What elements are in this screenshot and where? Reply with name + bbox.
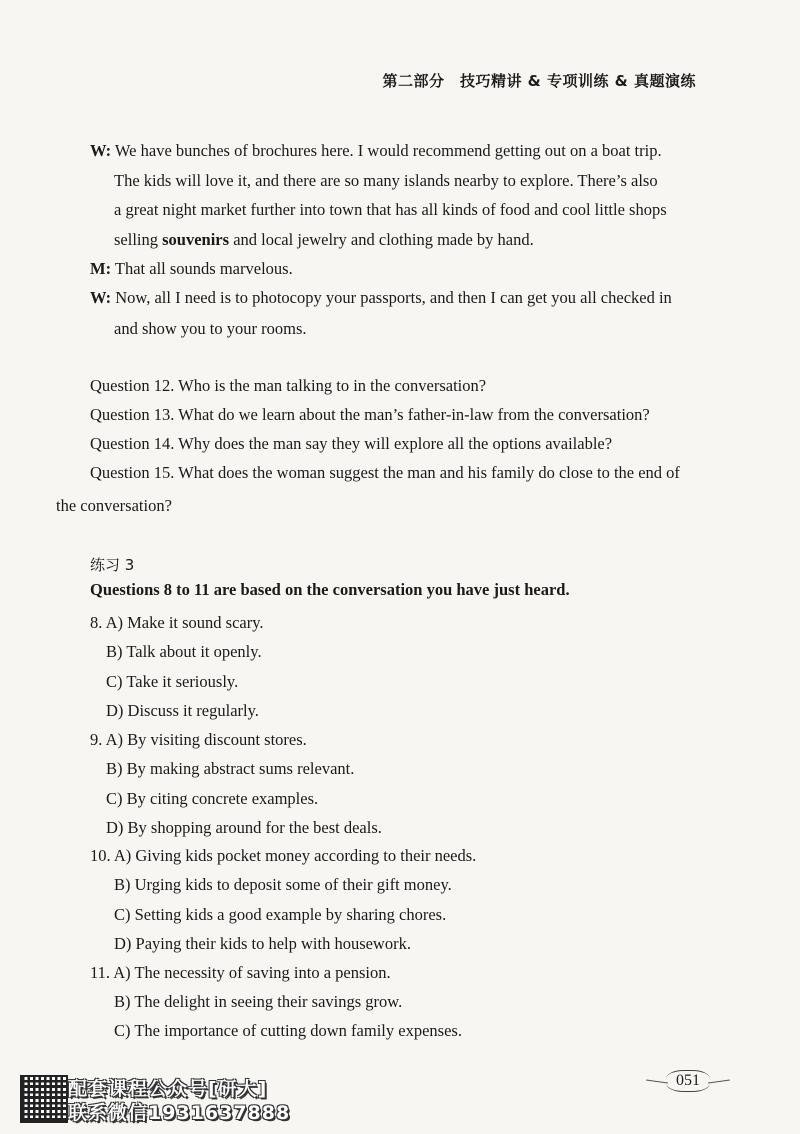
option-item: D) By shopping around for the best deals. xyxy=(106,818,382,837)
dialogue-line: W: Now, all I need is to photocopy your passports, and then I can get you all checked in xyxy=(90,288,672,307)
dialogue-line: The kids will love it, and there are so many islands nearby to explore. There’s also xyxy=(114,171,658,190)
option-item: B) Urging kids to deposit some of their gift money. xyxy=(114,875,452,894)
dialogue-line: a great night market further into town that has all kinds of food and cool little shops xyxy=(114,200,667,219)
qr-code-icon xyxy=(20,1075,68,1123)
question-item: 8. A) Make it sound scary. xyxy=(90,613,264,632)
option-item: C) Setting kids a good example by sharing chores. xyxy=(114,905,447,924)
option-item: C) By citing concrete examples. xyxy=(106,789,319,808)
question-line: Question 15. What does the woman suggest the man and his family do close to the end of xyxy=(90,463,680,482)
question-line: the conversation? xyxy=(56,496,172,515)
vocab-highlight: souvenirs xyxy=(162,230,230,249)
question-item: 10. A) Giving kids pocket money according to their needs. xyxy=(90,846,477,865)
page-number: 051 xyxy=(652,1068,724,1094)
dialogue-line: selling souvenirs and local jewelry and clothing made by hand. xyxy=(114,230,534,249)
option-item: B) The delight in seeing their savings grow. xyxy=(114,992,403,1011)
option-item: D) Paying their kids to help with housework. xyxy=(114,934,411,953)
exercise-label: 练习 3 xyxy=(90,556,135,574)
speaker-label: W: xyxy=(90,288,112,307)
footer-promo-line: 配套课程公众号[研大] xyxy=(68,1078,268,1100)
footer-contact-line: 联系微信1931637888 xyxy=(68,1102,291,1124)
question-line: Question 12. Who is the man talking to in the conversation? xyxy=(90,376,487,395)
option-item: D) Discuss it regularly. xyxy=(106,701,259,720)
question-item: 11. A) The necessity of saving into a pension. xyxy=(90,963,391,982)
page-header: 第二部分 技巧精讲 & 专项训练 & 真题演练 xyxy=(382,72,696,90)
dialogue-line: W: We have bunches of brochures here. I would recommend getting out on a boat trip. xyxy=(90,141,662,160)
question-line: Question 14. Why does the man say they will explore all the options available? xyxy=(90,434,613,453)
dialogue-line: M: That all sounds marvelous. xyxy=(90,259,293,278)
dialogue-line: and show you to your rooms. xyxy=(114,319,307,338)
speaker-label: W: xyxy=(90,141,112,160)
option-item: B) By making abstract sums relevant. xyxy=(106,759,355,778)
question-line: Question 13. What do we learn about the man’s father-in-law from the conversation? xyxy=(90,405,650,424)
speaker-label: M: xyxy=(90,259,112,278)
question-item: 9. A) By visiting discount stores. xyxy=(90,730,307,749)
exercise-instruction: Questions 8 to 11 are based on the conversation you have just heard. xyxy=(90,580,570,599)
option-item: C) Take it seriously. xyxy=(106,672,239,691)
option-item: C) The importance of cutting down family expenses. xyxy=(114,1021,462,1040)
option-item: B) Talk about it openly. xyxy=(106,642,262,661)
